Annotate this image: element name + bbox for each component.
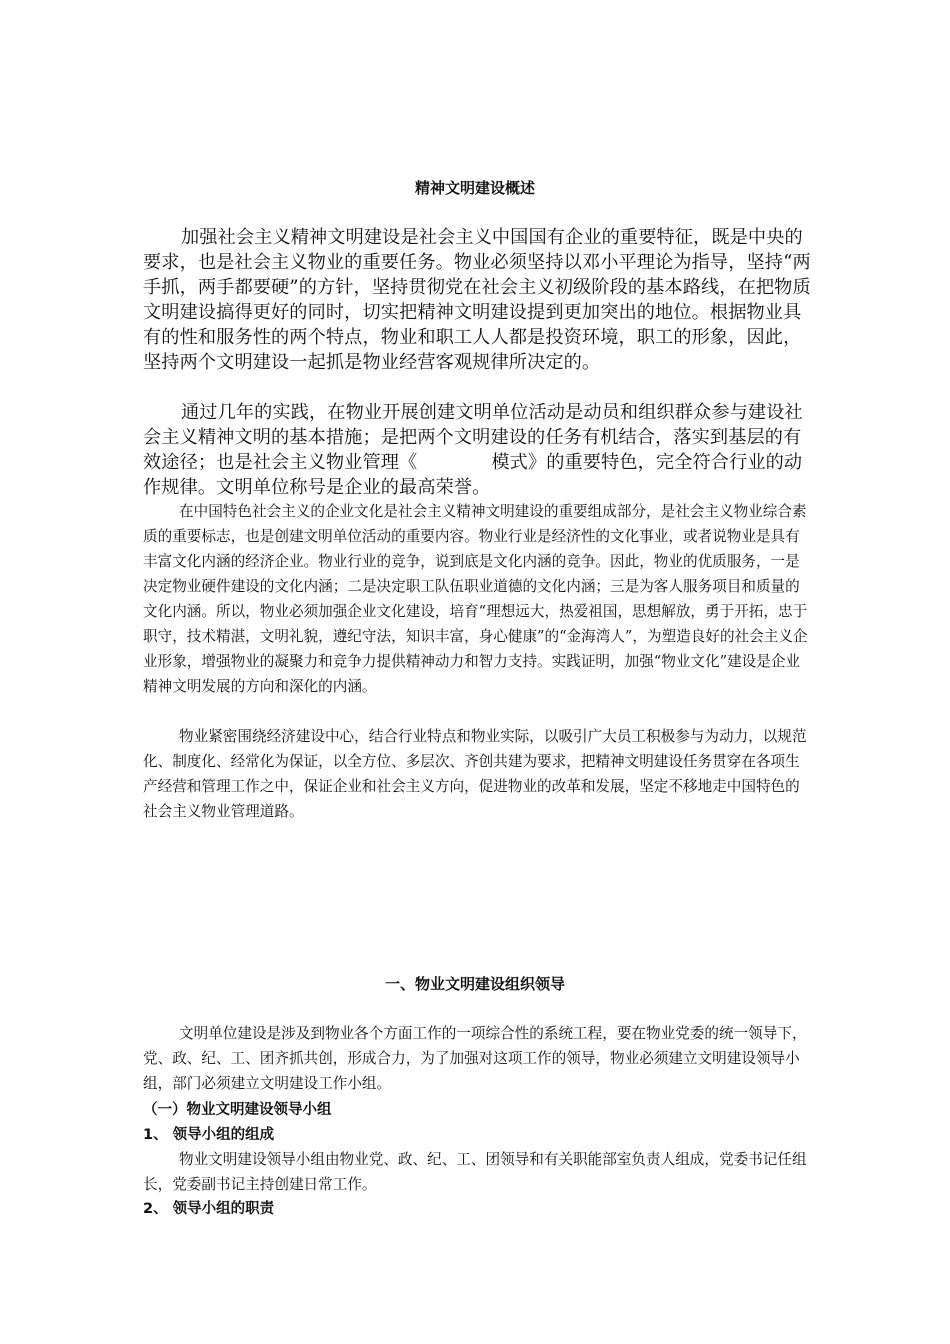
paragraph-culture: 在中国特色社会主义的企业文化是社会主义精神文明建设的重要组成部分，是社会主义物业综合素质的重要标志，也是创建文明单位活动的重要内容。物业行业是经济性的文化事业，或者说物业是具有丰富文化内涵的经济企业。物业行业的竞争，说到底是文化内涵的竞争。因此，物业的优质服务，一是决定物业硬件建设的文化内涵；二是决定职工队伍职业道德的文化内涵；三是为客人服务项目和质量的文化内涵。所以，物业必须加强企业文化建设，培育“理想远大，热爱祖国，思想解放，勇于开拓，忠于职守，技术精湛，文明礼貌，遵纪守法，知识丰富，身心健康”的“金海湾人”，为塑造良好的社会主义企业形象，增强物业的凝聚力和竞争力提供精神动力和智力支持。实践证明，加强“物业文化”建设是企业精神文明发展的方向和深化的内涵。 xyxy=(143,503,808,695)
paragraph-practice-part2: 模式》的重要特色，完全符合行业的动作规律。文明单位称号是企业的最高荣誉。 xyxy=(143,452,803,498)
paragraph-practice xyxy=(143,400,811,500)
document-title: 精神文明建设概述 xyxy=(414,179,535,197)
subsection-heading: （一）物业文明建设领导小组 xyxy=(143,1102,332,1118)
paragraph-intro: 加强社会主义精神文明建设是社会主义中国国有企业的重要特征，既是中央的要求，也是社会主义物业的重要任务。物业必须坚持以邓小平理论为指导，坚持“两手抓，两手都要硬”的方针，坚持贯彻党在社会主义初级阶段的基本路线，在把物质文明建设搞得更好的同时，切实把精神文明建设提到更加突出的地位。根据物业具有的性和服务性的两个特点，物业和职工人人都是投资环境，职工的形象，因此，坚持两个文明建设一起抓是物业经营客观规律所决定的。 xyxy=(143,227,811,373)
paragraph-composition: 物业文明建设领导小组由物业党、政、纪、工、团领导和有关职能部室负责人组成，党委书记任组长，党委副书记主持创建日常工作。 xyxy=(143,1151,807,1193)
paragraph-organization: 文明单位建设是涉及到物业各个方面工作的一项综合性的系统工程，要在物业党委的统一领导下，党、政、纪、工、团齐抓共创，形成合力，为了加强对这项工作的领导，物业必须建立文明建设领导小组，部门必须建立文明建设工作小组。 xyxy=(143,1025,807,1092)
item-heading-composition: 1、 领导小组的组成 xyxy=(143,1127,275,1143)
paragraph-practice-part1: 通过几年的实践，在物业开展创建文明单位活动是动员和组织群众参与建设社会主义精神文明的基本措施；是把两个文明建设的任务有机结合，落实到基层的有效途径；也是社会主义物业管理《 xyxy=(143,402,803,473)
item-heading-duties: 2、 领导小组的职责 xyxy=(143,1201,275,1217)
section-title: 一、物业文明建设组织领导 xyxy=(384,975,565,993)
paragraph-economy: 物业紧密围绕经济建设中心，结合行业特点和物业实际，以吸引广大员工积极参与为动力，以规范化、制度化、经常化为保证，以全方位、多层次、齐创共建为要求，把精神文明建设任务贯穿在各项生产经营和管理工作之中，保证企业和社会主义方向，促进物业的改革和发展，坚定不移地走中国特色的社会主义物业管理道路。 xyxy=(143,728,807,820)
